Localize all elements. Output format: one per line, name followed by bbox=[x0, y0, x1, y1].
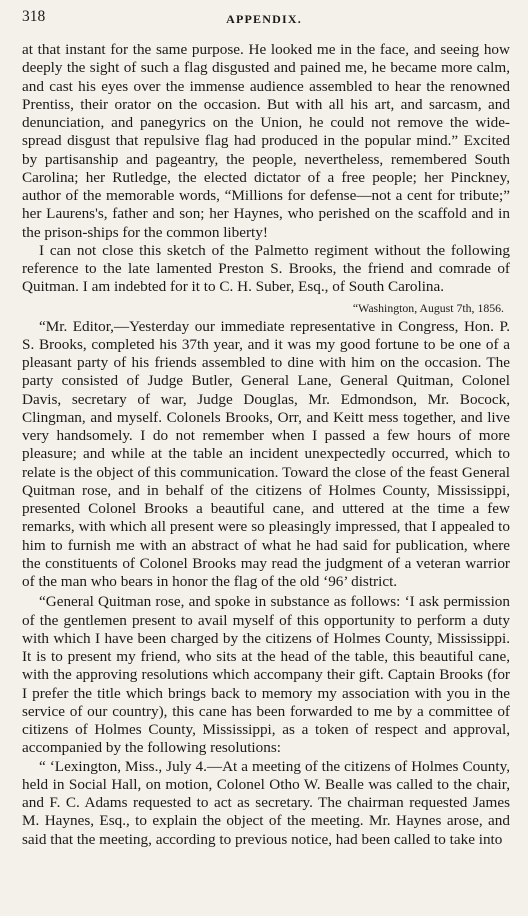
paragraph-palmetto-closing: I can not close this sketch of the Palmetto regiment without the following reference to the late lamented Preston S. Brooks, the friend and comrade of Quitman. I am indebted for it to C. H. Suber, Esq., of South Carolina. bbox=[22, 241, 510, 296]
paragraph-lexington-meeting: “ ‘Lexington, Miss., July 4.—At a meeting of the citizens of Holmes County, held in Social Hall, on motion, Colonel Otho W. Bealle was called to the chair, and F. C. Adams requested to act as secretary. The chairman requested James M. Haynes, Esq., to explain the object of the meeting. Mr. Haynes arose, and said that the meeting, according to previous notice, had been called to take into bbox=[22, 757, 510, 848]
paragraph-quitman-speech: “General Quitman rose, and spoke in substance as follows: ‘I ask permission of the gentlemen present to avail myself of this opportunity to perform a duty with which I have been charged by the citizens of Holmes County, Mississippi. It is to present my friend, who sits at the head of the table, this beautiful cane, with the approving resolutions which accompany their gift. Captain Brooks (for I prefer the title which brings back to memory my association with you in the service of our country), this cane has been forwarded to me by a committee of citizens of Holmes County, Mississippi, as a token of respect and approval, accompanied by the following resolutions: bbox=[22, 593, 510, 757]
page-header bbox=[22, 8, 510, 26]
page-body bbox=[22, 41, 510, 849]
letter-dateline: “Washington, August 7th, 1856. bbox=[352, 300, 504, 315]
running-head: APPENDIX. bbox=[226, 12, 302, 26]
paragraph-continued: at that instant for the same purpose. He looked me in the face, and seeing how deeply the sight of such a flag disgusted and pained me, he became more calm, and cast his eyes over the immense audience assembled to hear the renowned Prentiss, their orator on the occasion. But with all his art, and sarcasm, and denunciation, and panegyrics on the Union, he could not remove the wide-spread disgust that repulsive flag had produced in the popular mind.” Excited by partisanship and pageantry, the people, nevertheless, remembered South Carolina; her Rutledge, the elected dictator of a free people; her Pinckney, author of the memorable words, “Millions for defense—not a cent for tribute;” her Laurens's, father and son; her Haynes, who perished on the scaffold and in the prison-ships for the common liberty! bbox=[22, 41, 510, 241]
paragraph-letter-editor: “Mr. Editor,—Yesterday our immediate representative in Congress, Hon. P. S. Brooks, completed his 37th year, and it was my good fortune to be one of a pleasant party of his friends assembled to dine with him on the occasion. The party consisted of Judge Butler, General Lane, General Quitman, Colonel Davis, secretary of war, Judge Douglas, Mr. Edmondson, Mr. Bocock, Clingman, and myself. Colonels Brooks, Orr, and Keitt mess together, and live very handsomely. I do not remember when I passed a few hours of more pleasure; and while at the table an incident unexpectedly occurred, which to relate is the object of this communication. Toward the close of the feast General Quitman rose, and in behalf of the citizens of Holmes County, Mississippi, presented Colonel Brooks a beautiful cane, and uttered at the time a few remarks, with which all present were so pleasingly impressed, that I appealed to him to furnish me with an abstract of what he had said for publication, where the constituents of Colonel Brooks may read the judgment of a veteran warrior of the man who bears in honor the flag of the old ‘96’ district. bbox=[22, 317, 510, 590]
page-number: 318 bbox=[22, 8, 46, 25]
